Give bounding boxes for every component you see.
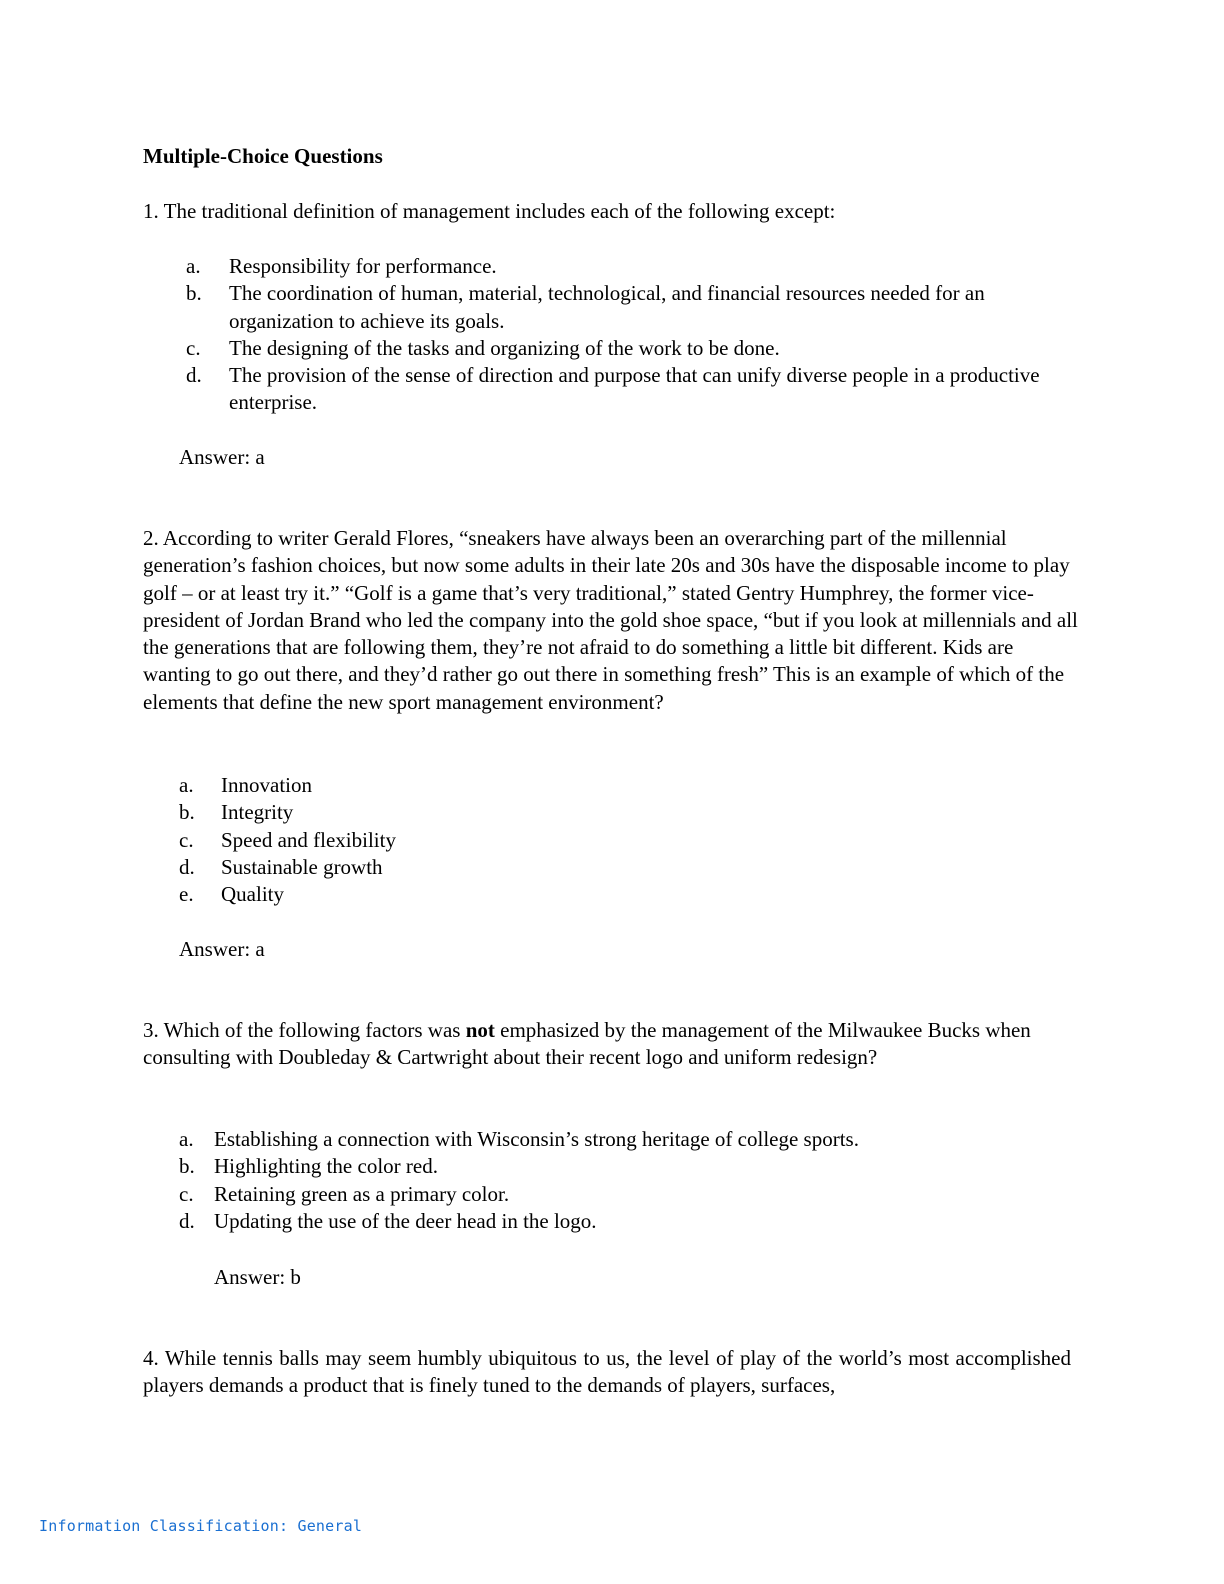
option-text: The coordination of human, material, technological, and financial resources needed for an organization to achieve its goals.: [229, 281, 985, 333]
question-1-answer: Answer: a: [179, 445, 265, 469]
option-text: Responsibility for performance.: [229, 254, 497, 278]
question-1-option-c: [186, 335, 1066, 362]
question-3-stem-emphasis: not: [465, 1018, 495, 1042]
option-letter: c.: [179, 827, 194, 852]
question-2-option-d: [179, 854, 679, 881]
question-3-stem: [143, 1017, 1043, 1072]
option-letter: b.: [186, 281, 202, 306]
option-letter: b.: [179, 1154, 195, 1179]
question-3-answer: Answer: b: [214, 1265, 301, 1289]
option-letter: b.: [179, 800, 195, 825]
question-2-option-a: [179, 772, 679, 799]
question-1-option-d: [186, 362, 1066, 417]
option-letter: d.: [179, 854, 195, 879]
option-letter: c.: [186, 335, 201, 360]
option-letter: a.: [186, 254, 201, 278]
question-3-stem-before: 3. Which of the following factors was: [143, 1018, 466, 1042]
option-text: Establishing a connection with Wisconsin’s strong heritage of college sports.: [214, 1127, 859, 1151]
page-heading: Multiple-Choice Questions: [143, 144, 383, 168]
question-2-option-e: [179, 881, 679, 908]
question-3-option-c: [179, 1181, 1059, 1208]
question-1-stem: 1. The traditional definition of management includes each of the following except:: [143, 199, 836, 223]
question-1-options: [186, 253, 1066, 417]
option-text: The provision of the sense of direction and purpose that can unify diverse people in a productive enterprise.: [229, 363, 1040, 415]
information-classification-footer: Information Classification: General: [39, 1517, 363, 1535]
option-letter: d.: [179, 1208, 195, 1233]
option-text: Retaining green as a primary color.: [214, 1181, 510, 1206]
option-text: Sustainable growth: [221, 854, 383, 879]
option-letter: a.: [179, 773, 194, 797]
question-2-option-b: [179, 799, 679, 826]
question-1-option-a: [186, 253, 1066, 280]
option-letter: c.: [179, 1181, 194, 1206]
option-text: The designing of the tasks and organizing of the work to be done.: [229, 335, 780, 360]
option-letter: a.: [179, 1127, 194, 1151]
option-letter: d.: [186, 363, 202, 388]
question-2-stem: 2. According to writer Gerald Flores, “sneakers have always been an overarching part of the millennial generation’s fashion choices, but now some adults in their late 20s and 30s have the disposable income to play golf – or at least try it.” “Golf is a game that’s very traditional,” stated Gentry Humphrey, the former vice-president of Jordan Brand who led the company into the gold shoe space, “but if you look at millennials and all the generations that are following them, they’re not afraid to do something a little bit different. Kids are wanting to go out there, and they’d rather go out there in something fresh” This is an example of which of the elements that define the new sport management environment?: [143, 526, 1078, 714]
option-letter: e.: [179, 882, 194, 907]
option-text: Speed and flexibility: [221, 827, 396, 852]
option-text: Updating the use of the deer head in the logo.: [214, 1208, 597, 1233]
question-2-option-c: [179, 827, 679, 854]
question-4-stem: 4. While tennis balls may seem humbly ubiquitous to us, the level of play of the world’s most accomplished players demands a product that is finely tuned to the demands of players, surfaces,: [143, 1346, 1071, 1398]
question-1-option-b: [186, 280, 1066, 335]
question-3-option-a: [179, 1126, 1059, 1153]
question-2-options: [179, 772, 679, 908]
question-3-option-d: [179, 1208, 1059, 1235]
option-text: Quality: [221, 882, 284, 907]
question-2-answer: Answer: a: [179, 937, 265, 961]
option-text: Integrity: [221, 800, 294, 825]
question-3-options: [179, 1126, 1059, 1235]
question-3-stem-after: emphasized by the management of the Milwaukee Bucks when consulting with Doubleday & Cartwright about their recent logo and uniform redesign?: [143, 1018, 1031, 1070]
option-text: Highlighting the color red.: [214, 1154, 438, 1179]
question-3-option-b: [179, 1153, 1059, 1180]
option-text: Innovation: [221, 773, 312, 797]
